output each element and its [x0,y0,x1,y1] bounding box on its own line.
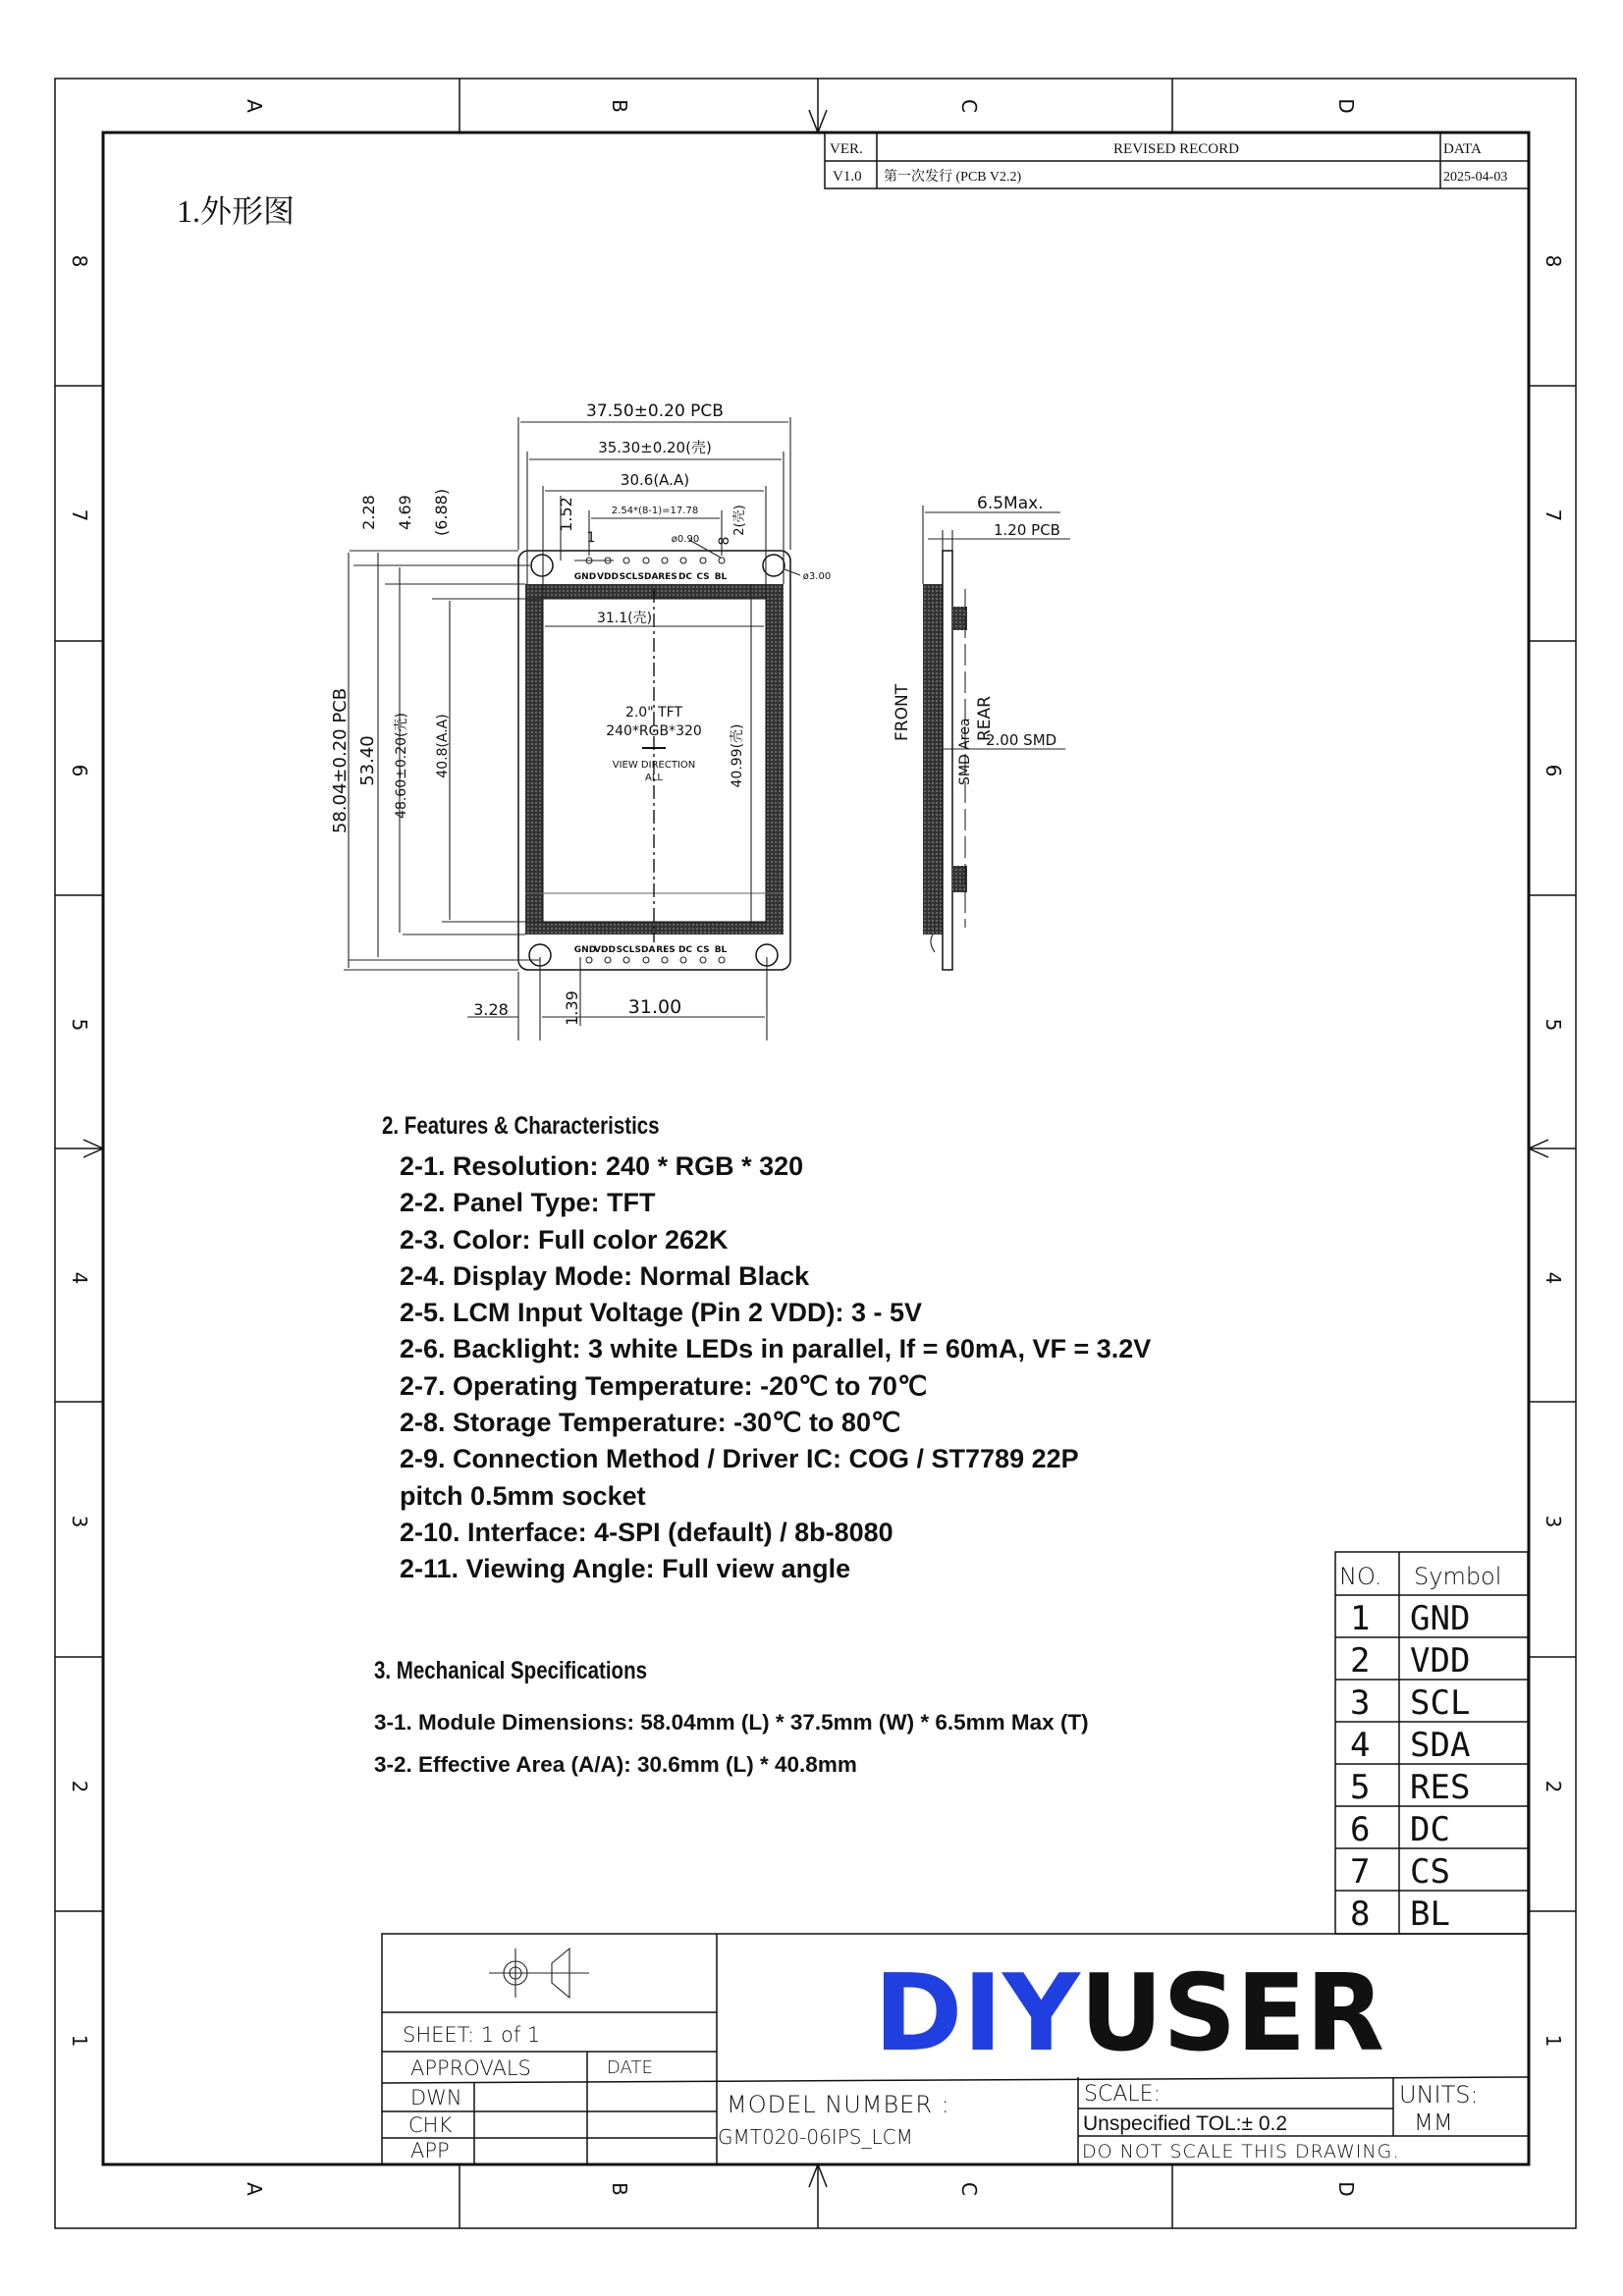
dim-31-00: 31.00 [627,996,682,1018]
pin-symbol: BL [1410,1895,1450,1934]
zone-col-b-top: B [608,99,631,113]
pin-table-header-symbol: Symbol [1414,1563,1502,1590]
dim-aa-width: 30.6(A.A) [620,471,690,489]
dim-2-28: 2.28 [359,495,378,530]
zone-row-7-left: 7 [68,508,91,522]
pin-label-cs: CS [696,572,710,582]
zone-row-7-right: 7 [1542,508,1565,522]
svg-text:USER: USER [1080,1952,1384,2075]
feature-item: 2-7. Operating Temperature: -20℃ to 70℃ [400,1370,928,1401]
pin-label-vdd: VDD [597,572,619,582]
features-title: 2. Features & Characteristics [382,1112,660,1140]
panel-resolution: 240*RGB*320 [606,723,702,739]
side-smd-area-label: SMD Area [957,718,973,785]
view-direction-all: ALL [645,773,663,783]
pin-symbol: CS [1410,1852,1450,1892]
dim-pin-diameter: ø0.90 [671,534,700,545]
zone-row-6-left: 6 [68,764,91,777]
zone-col-c-top: C [957,99,981,113]
sheet-number: SHEET: 1 of 1 [403,2023,541,2047]
side-smd-height: 2.00 SMD [986,731,1057,749]
pin-label-cs-bottom: CS [696,945,710,955]
zone-row-6-right: 6 [1542,764,1565,777]
zone-row-1-right: 1 [1542,2034,1565,2048]
mechanical-list [374,1701,1089,1786]
pin-no: 1 [1350,1599,1371,1638]
chk-label: CHK [408,2113,453,2137]
pin-no: 2 [1350,1641,1371,1681]
pin-no: 6 [1350,1810,1371,1849]
pin-label-sda: SDA [637,572,659,582]
zone-row-5-right: 5 [1542,1018,1565,1032]
model-number-label: MODEL NUMBER : [727,2091,950,2118]
mechanical-section [374,1657,707,1685]
dim-1-52: 1.52 [557,497,575,532]
mechanical-item: 3-2. Effective Area (A/A): 30.6mm (L) * 40.8mm [374,1752,857,1777]
projection-symbol-icon [489,1949,589,1998]
units-label: UNITS: [1399,2081,1479,2109]
company-logo [874,1952,1384,2075]
date-label: DATE [607,2057,653,2078]
zone-row-8-left: 8 [68,254,91,268]
zone-col-c-bottom: C [957,2182,981,2196]
dim-shell-inner: 31.1(壳) [596,611,653,626]
feature-item: 2-2. Panel Type: TFT [400,1188,656,1218]
zone-row-4-right: 4 [1542,1271,1565,1285]
drawing-note: DO NOT SCALE THIS DRAWING. [1082,2141,1400,2163]
zone-row-2-right: 2 [1542,1780,1565,1793]
pin-no: 7 [1350,1852,1371,1892]
revision-table [825,133,1529,188]
features-section [382,1112,721,1141]
zone-row-8-right: 8 [1542,254,1565,268]
dim-2-shell: 2(壳) [732,505,747,536]
pin-label-sda-bottom: SDA [634,945,656,955]
dim-shell-width: 35.30±0.20(壳) [598,439,712,456]
pin-label-dc-bottom: DC [677,945,693,955]
feature-item: 2-11. Viewing Angle: Full view angle [400,1554,851,1584]
bottom-pin-holes [586,957,725,963]
pin-no: 5 [1350,1768,1371,1807]
units-value: MM [1414,2110,1453,2136]
zone-col-d-bottom: D [1334,2181,1358,2197]
dim-6-88: (6.88) [432,488,451,537]
feature-item: 2-1. Resolution: 240 * RGB * 320 [400,1151,804,1181]
dim-hole-diameter: ø3.00 [802,571,832,582]
revision-ver: V1.0 [833,169,862,185]
revision-date: 2025-04-03 [1443,170,1508,185]
revision-header-date: DATA [1443,141,1482,157]
dwn-label: DWN [410,2086,462,2109]
revision-record: 第一次发行 (PCB V2.2) [884,170,1022,185]
revision-header-record: REVISED RECORD [1113,141,1239,157]
dim-pcb-width: 37.50±0.20 PCB [586,401,724,421]
revision-header-ver: VER. [830,141,863,157]
pin-label-gnd: GND [573,572,597,582]
zone-row-3-left: 3 [68,1515,91,1528]
pin-symbol: DC [1410,1810,1450,1849]
feature-item: 2-10. Interface: 4-SPI (default) / 8b-8080 [400,1517,893,1547]
section1-title: 1.外形图 [177,193,296,229]
approvals-label: APPROVALS [410,2056,531,2080]
dim-pin-pitch: 2.54*(8-1)=17.78 [611,506,699,516]
pin-label-scl: SCL [619,572,638,582]
pin-label-dc: DC [677,572,693,582]
feature-item: 2-4. Display Mode: Normal Black [400,1260,810,1291]
mount-hole-icon [531,555,553,576]
svg-text:DIY: DIY [874,1952,1082,2075]
side-rear-label: REAR [975,696,995,741]
panel-size: 2.0" TFT [624,705,683,721]
pin-table [1335,1552,1528,1934]
side-view [893,494,1070,970]
mechanical-item: 3-1. Module Dimensions: 58.04mm (L) * 37.5mm (W) * 6.5mm Max (T) [374,1710,1089,1735]
tolerance-note: Unspecified TOL:± 0.2 [1083,2112,1288,2135]
front-view [330,401,831,1041]
pin-label-vdd-bottom: VDD [594,945,616,955]
pin-symbol: GND [1410,1599,1471,1638]
dim-40-99: 40.99(壳) [730,723,745,788]
features-list [400,1148,1151,1588]
zone-col-a-bottom: A [243,2182,266,2196]
pin-no: 3 [1350,1683,1371,1723]
dim-3-28: 3.28 [473,1000,509,1019]
dim-pcb-height: 58.04±0.20 PCB [330,687,351,834]
feature-item: 2-8. Storage Temperature: -30℃ to 80℃ [400,1408,901,1438]
zone-row-3-right: 3 [1542,1515,1565,1528]
zone-row-2-left: 2 [68,1780,91,1793]
pin-label-res-bottom: RES [656,945,676,955]
zone-row-4-left: 4 [68,1271,91,1285]
feature-item: pitch 0.5mm socket [400,1480,646,1511]
zone-row-5-left: 5 [68,1018,91,1032]
pin-label-bl: BL [714,572,728,582]
feature-item: 2-5. LCM Input Voltage (Pin 2 VDD): 3 - 5V [400,1298,923,1328]
pin-symbol: SDA [1410,1726,1471,1765]
zone-row-1-left: 1 [68,2034,91,2048]
pin-1-marker: 1 [586,530,596,546]
pin-label-gnd-bottom: GND [573,945,597,955]
feature-item: 2-6. Backlight: 3 white LEDs in parallel, If = 60mA, VF = 3.2V [400,1334,1152,1364]
dim-53-40: 53.40 [357,735,378,786]
side-front-label: FRONT [893,683,912,741]
pin-symbol: VDD [1410,1641,1471,1681]
view-direction: VIEW DIRECTION [612,760,696,771]
feature-item: 2-9. Connection Method / Driver IC: COG / ST7789 22P [400,1444,1079,1474]
pin-label-bl-bottom: BL [714,945,728,955]
model-number-value: GMT020-06IPS_LCM [718,2125,913,2149]
side-max-thickness: 6.5Max. [977,494,1044,513]
feature-item: 2-3. Color: Full color 262K [400,1224,729,1255]
top-pin-holes [574,558,725,563]
side-pcb-thickness: 1.20 PCB [994,521,1060,539]
pin-symbol: RES [1410,1768,1471,1807]
pin-symbol: SCL [1410,1683,1471,1723]
pin-label-scl-bottom: SCL [616,945,635,955]
dim-aa-height: 40.8(A.A) [435,714,451,778]
pin-table-header-no: NO. [1339,1563,1382,1590]
title-block [382,1934,1529,2164]
pin-label-res: RES [658,572,677,582]
zone-col-a-top: A [243,99,266,113]
pin-no: 4 [1350,1726,1371,1765]
pin-no: 8 [1350,1895,1371,1934]
zone-col-b-bottom: B [608,2182,631,2196]
mechanical-title: 3. Mechanical Specifications [374,1657,647,1684]
zone-col-d-top: D [1334,98,1358,114]
dim-shell-height: 48.60±0.20(壳) [394,713,409,819]
dim-1-39: 1.39 [563,990,581,1026]
pin-8-marker: 8 [717,536,732,546]
scale-label: SCALE: [1084,2082,1161,2107]
app-label: APP [410,2139,450,2163]
dim-4-69: 4.69 [396,495,414,530]
